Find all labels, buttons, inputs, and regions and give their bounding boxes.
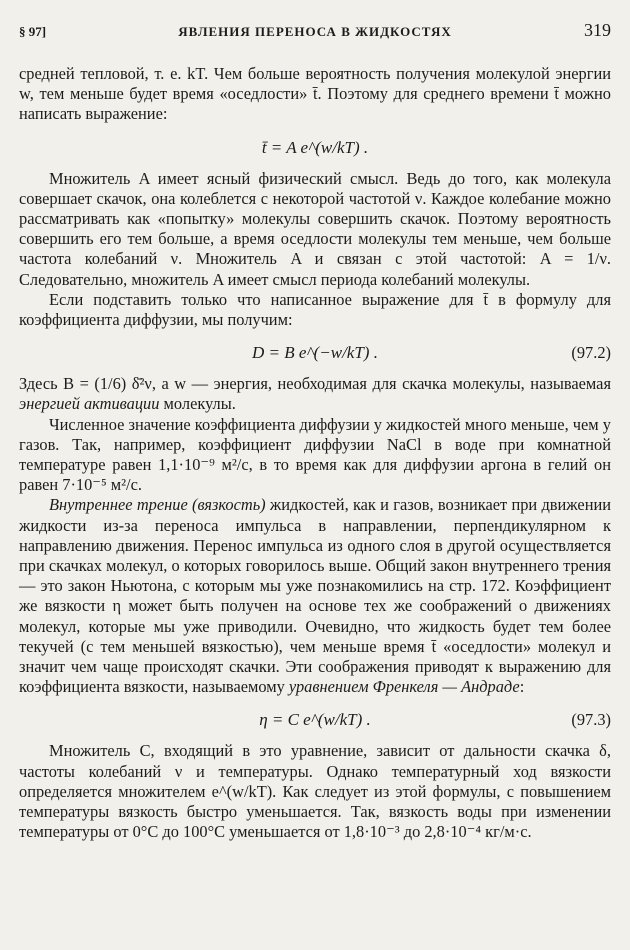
page-number: 319 xyxy=(584,20,611,40)
term-viscosity: Внутреннее трение (вязкость) xyxy=(49,495,266,515)
paragraph-7: Множитель C, входящий в это уравнение, зависит от дальности скачка δ, частоты колебаний ν и температуры. Однако температурный ход вязкости определяется множителем e^(w/kT). Как следует из этой формулы, с повышением температуры вязкость быстро уменьшается. Так, вязкость воды при изменении температуры от 0°C до 100°C уменьшается от 1,8·10⁻³ до 2,8·10⁻⁴ кг/м·с. xyxy=(19,741,611,842)
paragraph-5: Численное значение коэффициента диффузии у жидкостей много меньше, чем у газов. Так, например, коэффициент диффузии NaCl в воде при комнатной температуре равен 1,1·10⁻⁹ м²/с, в то время как для диффузии аргона в гелий он равен 7·10⁻⁵ м²/с. xyxy=(19,414,611,495)
equation-97-3-expr: η = C e^(w/kT) . xyxy=(259,710,371,730)
paragraph-1: средней тепловой, т. е. kT. Чем больше вероятность получения молекулой энергии w, тем меньше будет время «оседлости» t̄. Поэтому для среднего времени t̄ можно написать выражение: xyxy=(19,64,611,124)
paragraph-4 xyxy=(19,374,611,414)
running-header xyxy=(19,20,611,50)
paragraph-3: Если подставить только что написанное выражение для t̄ в формулу для коэффициента диффузии, мы получим: xyxy=(19,289,611,330)
page xyxy=(19,20,611,930)
equation-97-3 xyxy=(19,705,611,735)
body-text xyxy=(19,64,611,843)
chapter-title: ЯВЛЕНИЯ ПЕРЕНОСА В ЖИДКОСТЯХ xyxy=(178,24,452,39)
equation-97-3-number: (97.3) xyxy=(571,710,611,730)
paragraph-2: Множитель A имеет ясный физический смысл. Ведь до того, как молекула совершает скачок, она колеблется с некоторой частотой ν. Каждое колебание можно рассматривать как «попытку» молекулы совершить скачок. Поэтому вероятность совершить его тем больше, а время оседлости молекулы тем меньше, чем больше частота колебаний ν. Множитель A и связан с этой частотой: A = 1/ν. Следовательно, множитель A имеет смысл периода колебаний молекулы. xyxy=(19,168,611,289)
paragraph-4-tail: молекулы. xyxy=(159,394,236,414)
paragraph-6 xyxy=(19,495,611,697)
section-marker: § 97] xyxy=(19,24,47,39)
equation-tau-expr: t̄ = A e^(w/kT) . xyxy=(261,137,369,157)
paragraph-6-tail: : xyxy=(519,677,525,697)
paragraph-6-text: жидкостей, как и газов, возникает при движении жидкости из-за переноса импульса в направлении, перпендикулярном к направлению движения. Перенос импульса из одного слоя в другой осуществляется при скачках молекул, о которых говорилось выше. Общий закон внутреннего трения — это закон Ньютона, с которым мы уже познакомились на стр. 172. Коэффициент же вязкости η может быть получен на основе тех же соображений о движениях молекул, которые мы уже приводили. Очевидно, что жидкость будет тем более текучей (с тем меньшей вязкостью), чем меньше время t̄ «оседлости» молекул и значит чем чаще происходят скачки. Эти соображения приводят к выражению для коэффициента вязкости, называемому xyxy=(19,495,612,697)
equation-97-2 xyxy=(19,338,611,368)
paragraph-4-text: Здесь B = (1/6) δ̄²ν, а w — энергия, необходимая для скачка молекулы, называемая xyxy=(19,374,611,394)
term-activation-energy: энергией активации xyxy=(19,394,160,414)
term-frenkel-andrade: уравнением Френкеля — Андраде xyxy=(288,677,520,697)
equation-97-2-number: (97.2) xyxy=(571,343,611,363)
equation-tau xyxy=(19,133,611,163)
equation-97-2-expr: D = B e^(−w/kT) . xyxy=(252,343,378,363)
